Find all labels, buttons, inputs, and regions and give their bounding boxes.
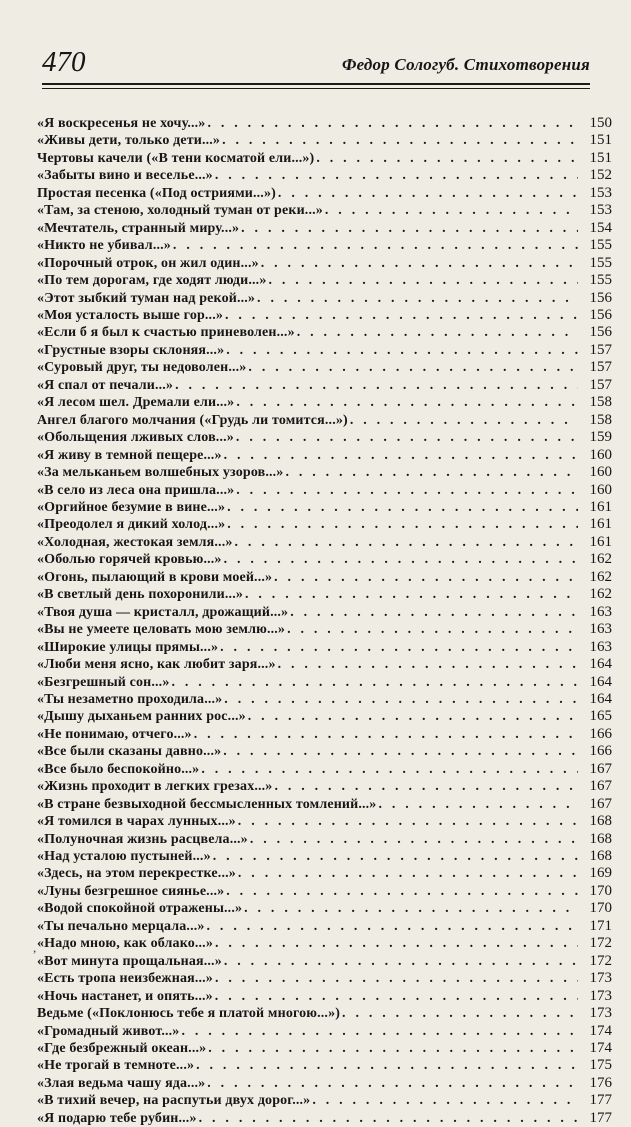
dot-leader <box>242 900 578 917</box>
dot-leader <box>234 394 578 411</box>
toc-entry-page: 167 <box>589 760 612 777</box>
dot-leader <box>213 935 578 952</box>
dot-leader <box>218 639 578 656</box>
dot-leader <box>192 726 578 743</box>
running-title: Федор Сологуб. Стихотворения <box>341 55 590 74</box>
toc-entry-title: «Громадный живот...» <box>37 1023 180 1039</box>
dot-leader <box>213 988 578 1005</box>
toc-entry <box>37 970 612 987</box>
toc-entry-title: «Суровый друг, ты недоволен...» <box>37 360 247 376</box>
toc-entry-title: «В тихий вечер, на распутьи двух дорог...» <box>37 1093 311 1109</box>
toc-entry <box>37 1040 612 1057</box>
toc-entry-title: «Луны безгрешное сиянье...» <box>37 883 225 899</box>
toc-entry <box>37 132 612 149</box>
toc-entry-title: «Вот минута прощальная...» <box>37 953 222 969</box>
toc-entry-title: «Ночь настанет, и опять...» <box>37 988 213 1004</box>
toc-entry-title: «Надо мною, как облако...» <box>37 936 213 952</box>
dot-leader <box>171 237 578 254</box>
toc-entry <box>37 1023 612 1040</box>
toc-entry-title: «Дышу дыханьем ранних рос...» <box>37 709 246 725</box>
toc-entry-title: «В светлый день похоронили...» <box>37 587 243 603</box>
dot-leader <box>206 1040 578 1057</box>
toc-entry-page: 174 <box>589 1040 612 1057</box>
toc-entry-title: «Безгрешный сон...» <box>37 674 170 690</box>
toc-entry-title: Ангел благого молчания («Грудь ли томится...») <box>37 412 348 428</box>
toc-entry-page: 162 <box>589 568 612 585</box>
toc-entry <box>37 586 612 603</box>
toc-entry <box>37 150 612 167</box>
toc-entry-page: 161 <box>589 533 612 550</box>
header-rule-thin <box>42 88 590 89</box>
toc-entry-title: «Ты печально мерцала...» <box>37 918 205 934</box>
toc-entry <box>37 377 612 394</box>
toc-entry-title: «Преодолел я дикий холод...» <box>37 517 226 533</box>
toc-entry-title: Ведьме («Поклонюсь тебе я платой многою...») <box>37 1006 341 1022</box>
toc-entry <box>37 447 612 464</box>
toc-entry-title: «Твоя душа — кристалл, дрожащий...» <box>37 604 289 620</box>
toc-entry-page: 153 <box>589 202 612 219</box>
toc-entry-page: 155 <box>589 254 612 271</box>
toc-entry <box>37 900 612 917</box>
dot-leader <box>199 761 578 778</box>
toc-entry <box>37 656 612 673</box>
toc-entry-page: 158 <box>589 411 612 428</box>
toc-entry <box>37 1057 612 1074</box>
toc-entry-page: 157 <box>589 376 612 393</box>
dot-leader <box>173 377 578 394</box>
toc-entry <box>37 883 612 900</box>
dot-leader <box>285 621 578 638</box>
dot-leader <box>222 551 578 568</box>
dot-leader <box>220 132 578 149</box>
toc-entry <box>37 639 612 656</box>
toc-entry <box>37 429 612 446</box>
toc-entry <box>37 761 612 778</box>
toc-entry-page: 155 <box>589 272 612 289</box>
toc-entry-page: 177 <box>589 1092 612 1109</box>
dot-leader <box>233 534 578 551</box>
toc-entry-title: «Холодная, жестокая земля...» <box>37 534 233 550</box>
dot-leader <box>246 359 578 376</box>
toc-entry-title: «Ты незаметно проходила...» <box>37 691 223 707</box>
toc-entry-title: «Оболью горячей кровью...» <box>37 552 222 568</box>
toc-entry-title: «Водой спокойной отражены...» <box>37 901 243 917</box>
toc-entry-page: 167 <box>589 778 612 795</box>
dot-leader <box>221 743 578 760</box>
toc-entry <box>37 1110 612 1127</box>
toc-entry-title: «По тем дорогам, где ходят люди...» <box>37 273 267 289</box>
toc-entry-page: 156 <box>589 289 612 306</box>
dot-leader <box>205 1075 578 1092</box>
page-number: 470 <box>42 46 86 78</box>
toc-entry <box>37 115 612 132</box>
table-of-contents <box>37 115 612 1127</box>
toc-entry-page: 150 <box>589 115 612 131</box>
toc-entry-title: «Грустные взоры склоняя...» <box>37 342 225 358</box>
dot-leader <box>234 429 578 446</box>
toc-entry-page: 170 <box>589 900 612 917</box>
toc-entry-page: 173 <box>589 987 612 1004</box>
toc-entry <box>37 237 612 254</box>
toc-entry <box>37 359 612 376</box>
dot-leader <box>222 447 578 464</box>
toc-entry-title: «В стране безвыходной бессмысленных томлений...» <box>37 796 377 812</box>
toc-entry-page: 166 <box>589 743 612 760</box>
toc-entry <box>37 691 612 708</box>
toc-entry-page: 160 <box>589 464 612 481</box>
toc-entry <box>37 499 612 516</box>
toc-entry-page: 164 <box>589 673 612 690</box>
toc-entry <box>37 988 612 1005</box>
toc-entry <box>37 342 612 359</box>
toc-entry-page: 166 <box>589 725 612 742</box>
toc-entry <box>37 674 612 691</box>
toc-entry-page: 172 <box>589 935 612 952</box>
dot-leader <box>340 1005 578 1022</box>
toc-entry-page: 168 <box>589 848 612 865</box>
toc-entry <box>37 394 612 411</box>
toc-entry-title: «Никто не убивал...» <box>37 238 171 254</box>
toc-entry-title: «Оргийное безумие в вине...» <box>37 499 226 515</box>
dot-leader <box>194 1057 578 1074</box>
toc-entry <box>37 272 612 289</box>
toc-entry-page: 157 <box>589 341 612 358</box>
toc-entry-page: 156 <box>589 306 612 323</box>
toc-entry-page: 162 <box>589 586 612 603</box>
dot-leader <box>205 115 578 132</box>
toc-entry <box>37 778 612 795</box>
dot-leader <box>288 604 578 621</box>
dot-leader <box>314 150 578 167</box>
toc-entry-title: «Не трогай в темноте...» <box>37 1058 195 1074</box>
toc-entry <box>37 569 612 586</box>
toc-entry <box>37 604 612 621</box>
dot-leader <box>234 482 578 499</box>
toc-entry <box>37 726 612 743</box>
toc-entry <box>37 185 612 202</box>
dot-leader <box>224 342 578 359</box>
dot-leader <box>283 464 578 481</box>
dot-leader <box>266 272 578 289</box>
toc-entry-page: 151 <box>589 149 612 166</box>
toc-entry <box>37 708 612 725</box>
header-rule-thick <box>42 83 590 85</box>
toc-entry-title: «Злая ведьма чашу яда...» <box>37 1075 206 1091</box>
toc-entry-title: «Все были сказаны давно...» <box>37 744 222 760</box>
toc-entry-page: 174 <box>589 1022 612 1039</box>
dot-leader <box>255 290 578 307</box>
toc-entry-page: 153 <box>589 184 612 201</box>
toc-entry-page: 172 <box>589 952 612 969</box>
toc-entry-page: 169 <box>589 865 612 882</box>
dot-leader <box>223 307 578 324</box>
toc-entry-page: 157 <box>589 359 612 376</box>
toc-entry-title: «Я спал от печали...» <box>37 377 174 393</box>
toc-entry <box>37 1092 612 1109</box>
toc-entry-page: 158 <box>589 394 612 411</box>
dot-leader <box>246 708 578 725</box>
toc-entry-title: «Где безбрежный океан...» <box>37 1041 207 1057</box>
toc-entry <box>37 307 612 324</box>
toc-entry <box>37 534 612 551</box>
toc-entry-page: 162 <box>589 551 612 568</box>
toc-entry <box>37 743 612 760</box>
toc-entry-page: 156 <box>589 324 612 341</box>
toc-entry-title: «Все было беспокойно...» <box>37 761 200 777</box>
toc-entry <box>37 464 612 481</box>
dot-leader <box>295 324 578 341</box>
toc-entry <box>37 412 612 429</box>
toc-entry-page: 161 <box>589 516 612 533</box>
toc-entry-title: «Этот зыбкий туман над рекой...» <box>37 290 256 306</box>
toc-entry <box>37 1075 612 1092</box>
toc-entry-page: 165 <box>589 708 612 725</box>
toc-entry-page: 168 <box>589 830 612 847</box>
dot-leader <box>323 202 578 219</box>
toc-entry <box>37 918 612 935</box>
toc-entry-title: «Я лесом шел. Дремали ели...» <box>37 395 235 411</box>
dot-leader <box>272 569 578 586</box>
toc-entry-title: «Я подарю тебе рубин...» <box>37 1110 197 1126</box>
dot-leader <box>213 970 578 987</box>
dot-leader <box>236 865 578 882</box>
dot-leader <box>259 255 578 272</box>
toc-entry-title: «За мельканьем волшебных узоров...» <box>37 465 284 481</box>
toc-entry-title: «Я живу в темной пещере...» <box>37 447 222 463</box>
dot-leader <box>272 778 578 795</box>
toc-entry <box>37 848 612 865</box>
toc-entry-page: 164 <box>589 656 612 673</box>
toc-entry <box>37 621 612 638</box>
toc-entry-page: 168 <box>589 813 612 830</box>
dot-leader <box>225 499 578 516</box>
dot-leader <box>213 167 578 184</box>
dot-leader <box>225 516 578 533</box>
dot-leader <box>197 1110 578 1127</box>
toc-entry-title: «Мечтатель, странный миру...» <box>37 220 240 236</box>
toc-entry-title: «Обольщения лживых слов...» <box>37 430 234 446</box>
toc-entry-title: «Живы дети, только дети...» <box>37 133 221 149</box>
toc-entry-title: «Вы не умеете целовать мою землю...» <box>37 622 286 638</box>
toc-entry <box>37 796 612 813</box>
toc-entry-page: 175 <box>589 1057 612 1074</box>
toc-entry <box>37 482 612 499</box>
toc-entry-page: 151 <box>589 132 612 149</box>
toc-entry-title: «Огонь, пылающий в крови моей...» <box>37 569 273 585</box>
toc-entry-title: «Полуночная жизнь расцвела...» <box>37 831 248 847</box>
page-header <box>42 44 590 80</box>
toc-entry <box>37 202 612 219</box>
toc-entry <box>37 551 612 568</box>
toc-entry-page: 173 <box>589 970 612 987</box>
toc-entry-title: «Если б я был к счастью приневолен...» <box>37 325 295 341</box>
dot-leader <box>276 656 578 673</box>
toc-entry-page: 171 <box>589 917 612 934</box>
toc-entry-title: «Порочный отрок, он жил один...» <box>37 255 259 271</box>
toc-entry-page: 155 <box>589 237 612 254</box>
toc-entry-page: 173 <box>589 1005 612 1022</box>
toc-entry <box>37 831 612 848</box>
dot-leader <box>211 848 578 865</box>
toc-entry-title: «Над усталою пустыней...» <box>37 849 211 865</box>
toc-entry-title: Простая песенка («Под остриями...») <box>37 185 276 201</box>
toc-entry <box>37 167 612 184</box>
toc-entry-page: 159 <box>589 429 612 446</box>
toc-entry-page: 163 <box>589 621 612 638</box>
toc-entry <box>37 255 612 272</box>
toc-entry <box>37 516 612 533</box>
dot-leader <box>236 813 578 830</box>
toc-entry <box>37 324 612 341</box>
toc-entry-title: «Я воскресенья не хочу...» <box>37 116 206 131</box>
toc-entry-page: 163 <box>589 603 612 620</box>
toc-entry-title: «Жизнь проходит в легких грезах...» <box>37 779 273 795</box>
toc-entry-page: 161 <box>589 498 612 515</box>
toc-entry <box>37 290 612 307</box>
toc-entry-title: «Я томился в чарах лунных...» <box>37 814 236 830</box>
dot-leader <box>205 918 578 935</box>
toc-entry-page: 160 <box>589 481 612 498</box>
toc-entry-page: 177 <box>589 1109 612 1126</box>
toc-entry-page: 152 <box>589 167 612 184</box>
toc-entry-title: «Моя усталость выше гор...» <box>37 307 224 323</box>
toc-entry-page: 163 <box>589 638 612 655</box>
toc-entry-title: Чертовы качели («В тени косматой ели...») <box>37 150 315 166</box>
toc-entry-title: «Люби меня ясно, как любит заря...» <box>37 657 276 673</box>
toc-entry-page: 164 <box>589 690 612 707</box>
toc-entry-title: «Здесь, на этом перекрестке...» <box>37 866 236 882</box>
dot-leader <box>376 796 578 813</box>
toc-entry-title: «Не понимаю, отчего...» <box>37 726 192 742</box>
toc-entry-title: «Есть тропа неизбежная...» <box>37 971 213 987</box>
dot-leader <box>276 185 578 202</box>
toc-entry <box>37 935 612 952</box>
toc-entry <box>37 953 612 970</box>
toc-entry-title: «В село из леса она пришла...» <box>37 482 235 498</box>
toc-entry-page: 176 <box>589 1074 612 1091</box>
dot-leader <box>243 586 578 603</box>
toc-entry-page: 154 <box>589 219 612 236</box>
dot-leader <box>310 1092 578 1109</box>
toc-entry <box>37 865 612 882</box>
dot-leader <box>222 953 578 970</box>
toc-entry-page: 167 <box>589 795 612 812</box>
toc-entry-title: «Забыты вино и веселье...» <box>37 168 213 184</box>
dot-leader <box>222 691 578 708</box>
dot-leader <box>179 1023 578 1040</box>
dot-leader <box>224 883 578 900</box>
toc-entry-title: «Там, за стеною, холодный туман от реки...» <box>37 203 323 219</box>
dot-leader <box>348 412 578 429</box>
dot-leader <box>239 220 578 237</box>
toc-entry-page: 170 <box>589 882 612 899</box>
toc-entry-page: 160 <box>589 446 612 463</box>
dot-leader <box>169 674 578 691</box>
dot-leader <box>248 831 578 848</box>
toc-entry <box>37 813 612 830</box>
toc-entry-title: «Широкие улицы прямы...» <box>37 639 219 655</box>
toc-entry <box>37 1005 612 1022</box>
toc-entry <box>37 220 612 237</box>
margin-mark: , <box>33 940 37 955</box>
